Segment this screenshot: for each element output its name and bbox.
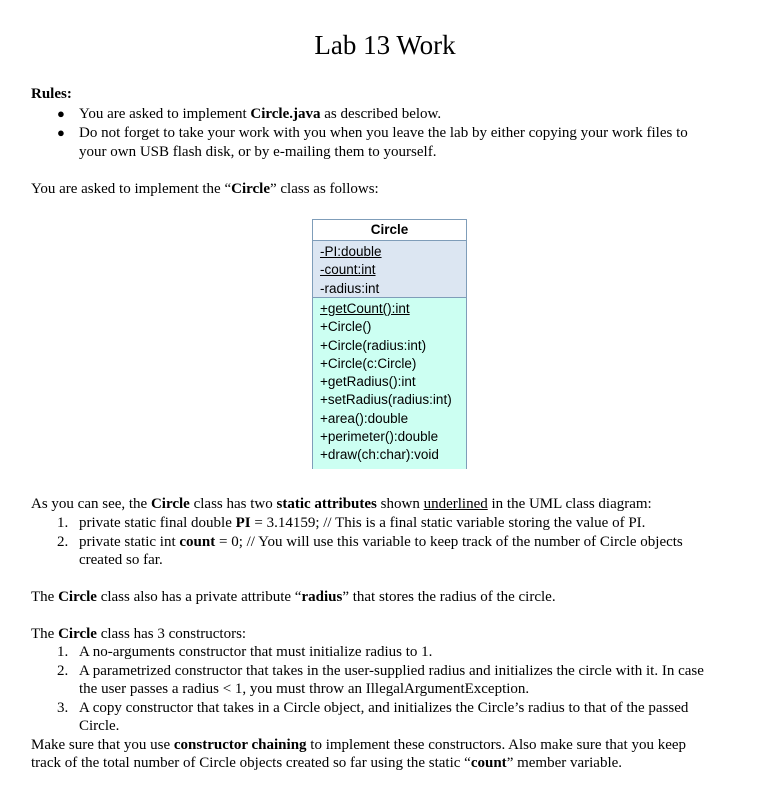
uml-method: +Circle(c:Circle) xyxy=(320,355,417,371)
intro-text: You are asked to implement the “Circle” class as follows: xyxy=(31,181,379,197)
list-number: 2. xyxy=(57,534,69,550)
uml-method: +setRadius(radius:int) xyxy=(320,392,452,408)
static-item-2: private static int count = 0; // You will use this variable to keep track of the number of Circle objects xyxy=(79,534,683,550)
uml-attribute: -count:int xyxy=(320,262,376,278)
uml-method: +Circle(radius:int) xyxy=(320,337,427,353)
rule-2-line-1: Do not forget to take your work with you when you leave the lab by either copying your work files to xyxy=(79,125,688,141)
uml-method: +perimeter():double xyxy=(320,429,439,445)
radius-text: The Circle class also has a private attribute “radius” that stores the radius of the circle. xyxy=(31,589,556,605)
bullet-2: ● xyxy=(57,125,65,140)
closing-line-1: Make sure that you use constructor chaining to implement these constructors. Also make sure that you keep xyxy=(31,737,687,753)
uml-method: +getRadius():int xyxy=(320,374,416,390)
uml-method: +getCount():int xyxy=(320,301,410,316)
uml-class-diagram xyxy=(312,219,467,469)
uml-attribute: -radius:int xyxy=(320,280,380,296)
list-number: 1. xyxy=(57,644,69,660)
list-number: 2. xyxy=(57,663,69,679)
uml-class-name: Circle xyxy=(313,220,466,241)
static-item-1: private static final double PI = 3.14159; // This is a final static variable storing the value of PI. xyxy=(79,515,646,531)
rule-1: You are asked to implement Circle.java as described below. xyxy=(79,106,442,122)
constructor-item-1: A no-arguments constructor that must initialize radius to 1. xyxy=(79,644,433,660)
constructor-item-2-line-1: A parametrized constructor that takes in the user-supplied radius and initializes the circle with it. In case xyxy=(79,663,704,679)
constructor-item-2-line-2: the user passes a radius < 1, you must throw an IllegalArgumentException. xyxy=(79,681,530,697)
uml-method: +Circle() xyxy=(320,319,372,335)
static-item-2-line-2: created so far. xyxy=(79,552,163,568)
closing-line-2: track of the total number of Circle objects created so far using the static “count” member variable. xyxy=(31,755,623,771)
rules-heading: Rules: xyxy=(31,86,72,102)
uml-attributes xyxy=(313,241,466,298)
uml-methods xyxy=(313,298,466,469)
constructor-item-3-line-2: Circle. xyxy=(79,718,120,734)
static-intro: As you can see, the Circle class has two static attributes shown underlined in the UML class diagram: xyxy=(31,496,652,512)
rule-2-line-2: your own USB flash disk, or by e-mailing them to yourself. xyxy=(79,144,437,160)
list-number: 3. xyxy=(57,700,69,716)
uml-attribute: -PI:double xyxy=(320,244,382,259)
list-number: 1. xyxy=(57,515,69,531)
constructors-intro: The Circle class has 3 constructors: xyxy=(31,626,247,642)
uml-method: +area():double xyxy=(320,410,409,426)
bullet-1: ● xyxy=(57,106,65,121)
constructor-item-3-line-1: A copy constructor that takes in a Circle object, and initializes the Circle’s radius to that of the passed xyxy=(79,700,689,716)
uml-method: +draw(ch:char):void xyxy=(320,447,439,463)
page-title: Lab 13 Work xyxy=(314,30,456,60)
